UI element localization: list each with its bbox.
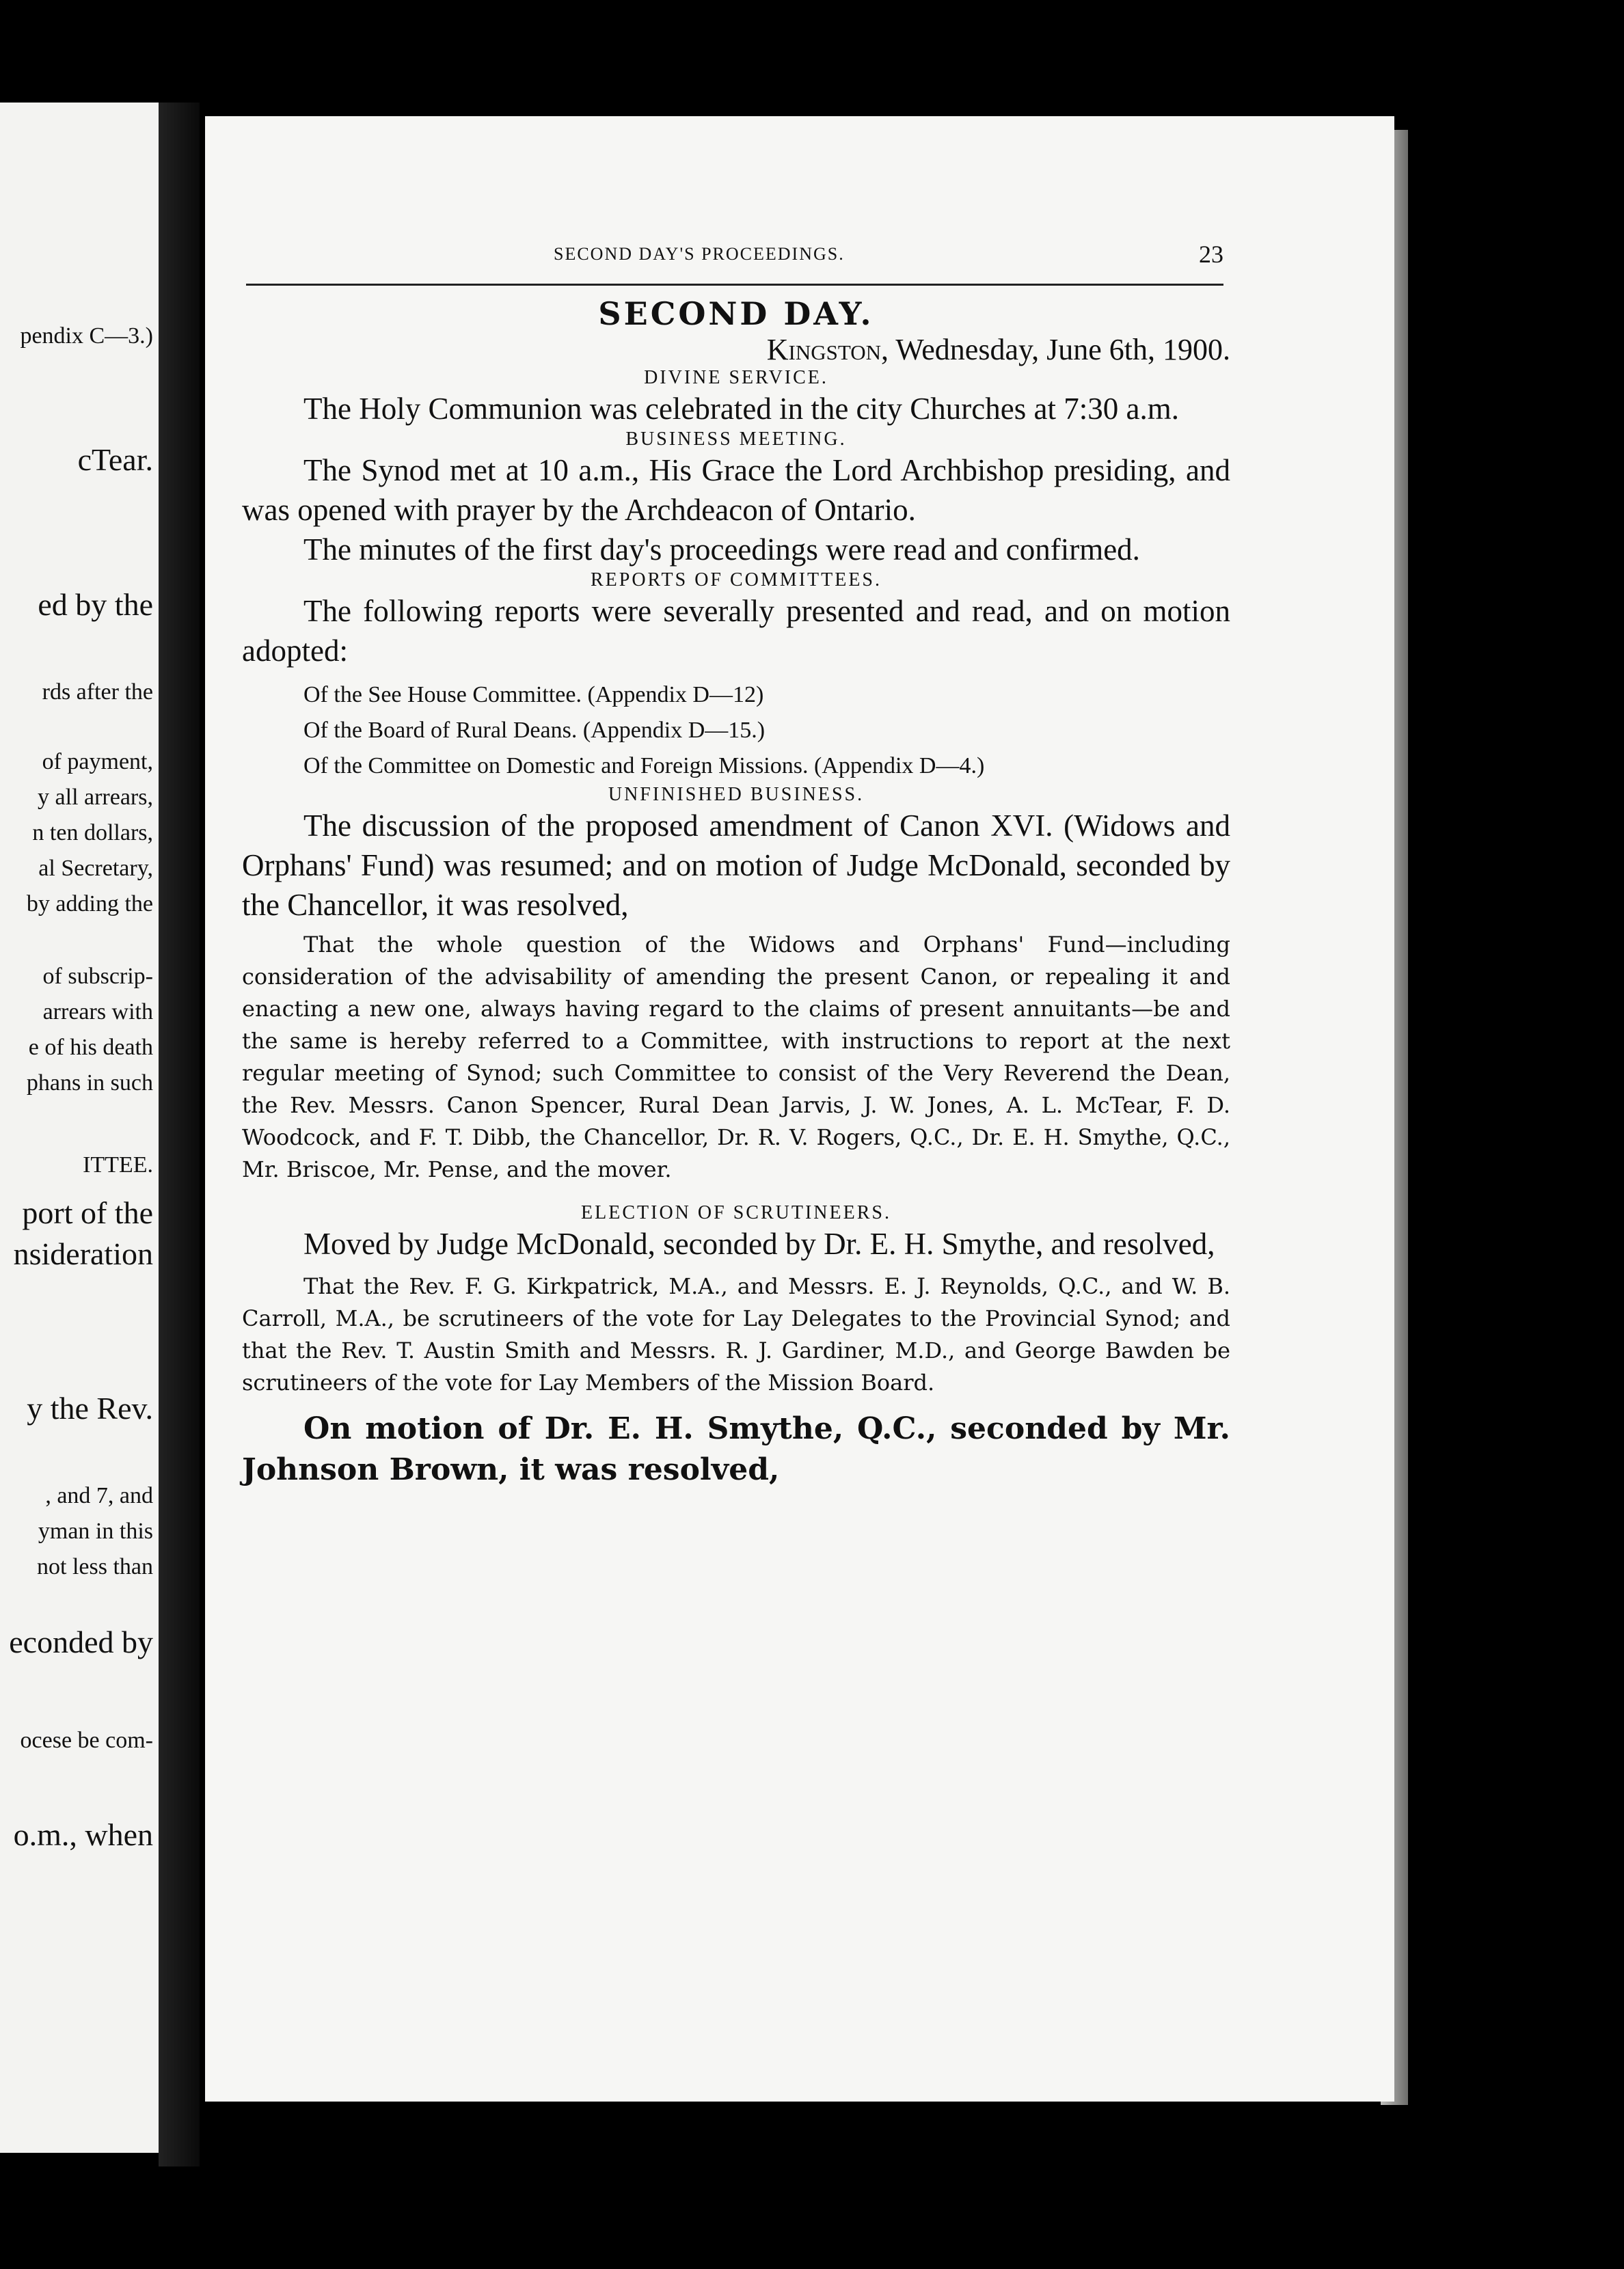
business-meeting-paragraph: The Synod met at 10 a.m., His Grace the Lord Archbishop presiding, and was opened with prayer by the Archdeacon of Ontario.: [242, 453, 1230, 527]
unfinished-resolution: That the whole question of the Widows and Orphans' Fund—including consideration of the advisability of amending the present Canon, or repealing it and enacting a new one, always having regard to the claims of present annuitants—be and the same is hereby referred to a Committee, with instructions to report at the next regular meeting of Synod; such Committee to consist of the Very Reverend the Dean, the Rev. Messrs. Canon Spencer, Rural Dean Jarvis, J. W. Jones, A. L. McTear, F. D. Woodcock, and F. T. Dibb, the Chancellor, Dr. R. V. Rogers, Q.C., Dr. E. H. Smythe, Q.C., Mr. Briscoe, Mr. Pense, and the mover.: [242, 932, 1230, 1182]
left-fragment: ITTEE.: [83, 1152, 153, 1178]
unfinished-motion: The discussion of the proposed amendment of Canon XVI. (Widows and Orphans' Fund) was resumed; and on motion of Judge McDonald, seconded by the Chancellor, it was resolved,: [242, 809, 1230, 922]
left-fragment: phans in such: [26, 1070, 153, 1096]
left-fragment: n ten dollars,: [32, 820, 153, 845]
left-fragment: pendix C—3.): [20, 323, 153, 349]
section-heading-unfinished-business: UNFINISHED BUSINESS.: [608, 784, 865, 805]
left-fragment: , and 7, and: [45, 1483, 153, 1508]
dateline-place: Kingston,: [766, 333, 889, 366]
left-fragment: ed by the: [38, 587, 153, 622]
section-heading-scrutineers: ELECTION OF SCRUTINEERS.: [581, 1202, 891, 1223]
left-fragment: nsideration: [13, 1236, 153, 1271]
report-item: Of the Committee on Domestic and Foreign Missions. (Appendix D—4.): [303, 753, 985, 778]
left-fragment: of subscrip-: [42, 964, 153, 989]
left-fragment: y the Rev.: [27, 1391, 153, 1426]
left-fragment: o.m., when: [13, 1817, 153, 1852]
book-gutter: [159, 103, 200, 2166]
scrutineers-resolution: That the Rev. F. G. Kirkpatrick, M.A., and Messrs. E. J. Reynolds, Q.C., and W. B. Carroll, M.A., be scrutineers of the vote for Lay Delegates to the Provincial Synod; and that the Rev. T. Austin Smith and Messrs. R. J. Gardiner, M.D., and George Bawden be scrutineers of the vote for Lay Members of the Mission Board.: [242, 1273, 1230, 1396]
left-facing-page: [0, 103, 159, 2153]
left-fragment: ocese be com-: [20, 1728, 153, 1753]
running-head-title: SECOND DAY'S PROCEEDINGS.: [554, 244, 845, 264]
section-heading-reports: REPORTS OF COMMITTEES.: [590, 569, 882, 590]
closing-motion: On motion of Dr. E. H. Smythe, Q.C., seconded by Mr. Johnson Brown, it was resolved,: [242, 1411, 1230, 1487]
section-heading-business-meeting: BUSINESS MEETING.: [625, 429, 847, 450]
section-heading-divine-service: DIVINE SERVICE.: [644, 367, 828, 388]
page-number: 23: [1199, 241, 1223, 268]
left-fragment: port of the: [22, 1195, 153, 1230]
page-content: [242, 295, 1230, 1491]
dateline: [242, 332, 1230, 367]
dateline-date: Wednesday, June 6th, 1900.: [895, 333, 1230, 366]
left-fragment: econded by: [9, 1625, 153, 1659]
left-fragment: rds after the: [42, 679, 153, 705]
left-fragment: cTear.: [77, 442, 153, 477]
left-fragment: y all arrears,: [38, 785, 153, 810]
left-fragment: by adding the: [26, 891, 153, 916]
running-head: [246, 243, 1223, 286]
day-title: SECOND DAY.: [598, 295, 874, 332]
scrutineers-motion: Moved by Judge McDonald, seconded by Dr. E. H. Smythe, and resolved,: [303, 1227, 1215, 1261]
left-fragment: not less than: [37, 1554, 153, 1579]
reports-list: [242, 677, 1230, 784]
divine-service-text: The Holy Communion was celebrated in the city Churches at 7:30 a.m.: [303, 392, 1179, 426]
report-item: Of the Board of Rural Deans. (Appendix D—15.): [303, 718, 766, 743]
business-meeting-paragraph: The minutes of the first day's proceedings were read and confirmed.: [303, 532, 1140, 567]
left-fragment: yman in this: [38, 1519, 153, 1544]
left-fragment: e of his death: [28, 1035, 153, 1060]
left-fragment: arrears with: [42, 999, 153, 1024]
report-item: Of the See House Committee. (Appendix D—12): [303, 682, 764, 707]
left-fragment: of payment,: [42, 749, 153, 774]
left-fragment: al Secretary,: [38, 856, 153, 881]
reports-intro: The following reports were severally presented and read, and on motion adopted:: [242, 594, 1230, 668]
